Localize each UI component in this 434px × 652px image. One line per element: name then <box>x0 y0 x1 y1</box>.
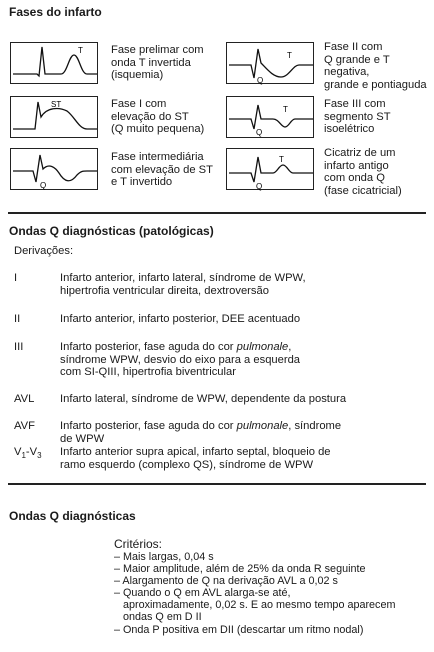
svg-text:T: T <box>279 155 284 164</box>
lead-label: AVL <box>14 393 35 405</box>
lead-description: Infarto lateral, síndrome de WPW, dependente da postura <box>60 393 347 405</box>
svg-text:Q: Q <box>256 128 263 137</box>
lead-description: Infarto posterior, fase aguda do cor pulmonale, síndrome WPW, desvio do eixo para a esquerda com SI-QIII, hipertrofia biventricular <box>60 341 301 379</box>
section-title-phases: Fases do infarto <box>9 5 102 19</box>
lead-description: Infarto anterior, infarto lateral, síndrome de WPW, hipertrofia ventricular direita, dextroversão <box>60 272 306 297</box>
phase-caption-ii: Fase II com Q grande e T negativa, grande e pontiaguda <box>324 41 427 91</box>
criteria-item: – Mais largas, 0,04 s <box>114 551 214 563</box>
lead-label: II <box>14 313 21 325</box>
ecg-phase-intermediate <box>10 148 98 190</box>
divider-2 <box>8 483 426 485</box>
ecg-label-t: T <box>78 46 83 55</box>
section-title-pathological-q: Ondas Q diagnósticas (patológicas) <box>9 224 214 238</box>
ecg-phase-iii <box>226 96 314 138</box>
phase-caption-i: Fase I com elevação do ST (Q muito pequena) <box>111 98 205 136</box>
section-title-diagnostic-q: Ondas Q diagnósticas <box>9 509 136 523</box>
divider-1 <box>8 212 426 214</box>
svg-text:Q: Q <box>257 76 264 85</box>
criteria-item: – Maior amplitude, além de 25% da onda R seguinte <box>114 563 366 576</box>
phase-caption-intermediate: Fase intermediária com elevação de ST e T invertido <box>111 151 213 189</box>
lead-label-v1-v3: $V_1-V_3$ <box>14 446 42 461</box>
svg-text:T: T <box>283 105 288 114</box>
lead-description: Infarto anterior, infarto posterior, DEE acentuado <box>60 313 301 325</box>
criteria-item: aproximadamente, 0,02 s. E ao mesmo tempo aparecem <box>114 599 396 612</box>
lead-description: Infarto posterior, fase aguda do cor pulmonale, síndrome de WPW <box>60 420 342 445</box>
criteria-item: – Quando o Q em AVL alarga-se até, <box>114 587 291 600</box>
criteria-item: – Alargamento de Q na derivação AVL a 0,02 s <box>114 575 338 588</box>
ecg-phase-preliminary <box>10 42 98 84</box>
svg-text:T: T <box>287 51 292 60</box>
ecg-phase-ii <box>226 42 314 84</box>
criteria-item: – Onda P positiva em DII (descartar um ritmo nodal) <box>114 623 364 636</box>
lead-label: AVF <box>14 420 35 432</box>
phase-caption-scar: Cicatriz de um infarto antigo com onda Q (fase cicatricial) <box>324 147 402 197</box>
leads-subtitle: Derivações: <box>14 245 74 257</box>
lead-label: I <box>14 272 18 284</box>
lead-label: III <box>14 341 24 353</box>
phase-caption-preliminary: Fase prelimar com onda T invertida (isquemia) <box>111 44 204 82</box>
lead-description: Infarto anterior supra apical, infarto septal, bloqueio de ramo esquerdo (complexo QS), síndrome de WPW <box>60 446 331 471</box>
ecg-phase-i <box>10 96 98 138</box>
svg-text:Q: Q <box>256 182 263 191</box>
ecg-phase-scar <box>226 148 314 190</box>
criteria-item: ondas Q em D II <box>114 611 202 624</box>
criteria-list <box>114 551 395 636</box>
criteria-title: Critérios: <box>114 537 163 551</box>
phase-caption-iii: Fase III com segmento ST isoelétrico <box>324 98 391 136</box>
svg-text:ST: ST <box>51 100 62 109</box>
svg-text:Q: Q <box>40 181 47 190</box>
